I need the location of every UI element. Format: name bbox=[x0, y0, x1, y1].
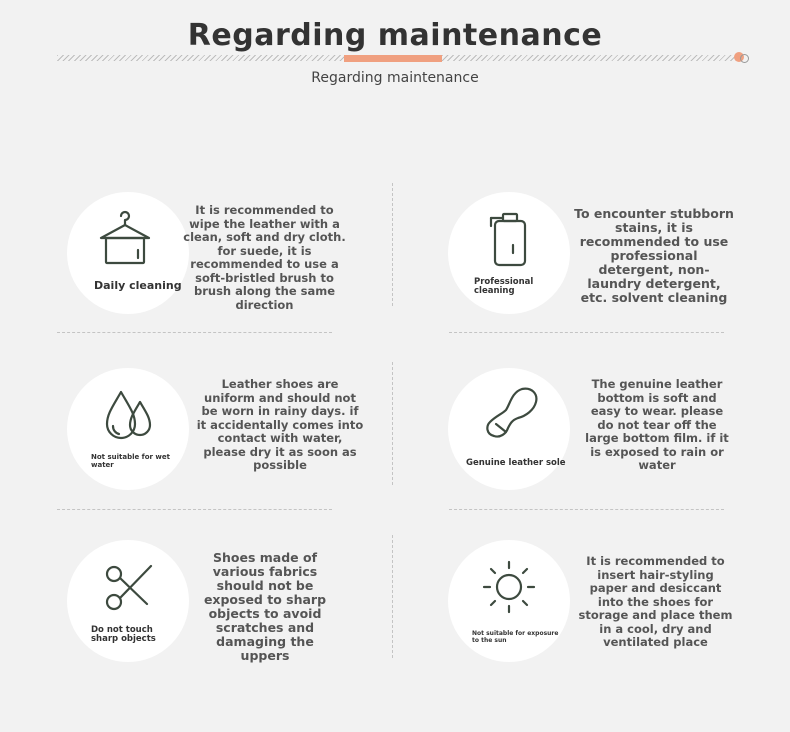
care-item-label: Genuine leather sole bbox=[466, 458, 566, 468]
care-item-label: Professional cleaning bbox=[474, 277, 534, 297]
care-item-label: Not suitable for exposure to the sun bbox=[472, 630, 559, 644]
care-item-no-water bbox=[67, 368, 189, 490]
scissors-icon bbox=[103, 560, 159, 616]
title-divider-accent bbox=[344, 55, 442, 62]
vertical-divider bbox=[392, 362, 393, 485]
care-item-no-sharp-objects bbox=[67, 540, 189, 662]
detergent-bottle-icon bbox=[488, 208, 528, 268]
care-item-label: Do not touch sharp objects bbox=[91, 625, 156, 645]
care-item-description: It is recommended to wipe the leather with a clean, soft and dry cloth. for suede, it is recommended to use a soft-bristled brush to brush along the same direction bbox=[183, 203, 346, 312]
care-item-leather-sole bbox=[448, 368, 570, 490]
care-item-description: To encounter stubborn stains, it is recommended to use professional detergent, non-laundry detergent, etc. solvent cleaning bbox=[574, 206, 734, 305]
horizontal-divider bbox=[57, 509, 332, 510]
care-item-no-sun bbox=[448, 540, 570, 662]
shoe-sole-icon bbox=[482, 384, 542, 444]
care-item-daily-cleaning bbox=[67, 192, 189, 314]
page-subtitle: Regarding maintenance bbox=[311, 70, 479, 86]
divider-ring bbox=[740, 54, 749, 63]
care-item-description: The genuine leather bottom is soft and easy to wear. please do not tear off the large bottom film. if it is exposed to rain or water bbox=[585, 377, 729, 472]
care-item-description: Leather shoes are uniform and should not be worn in rainy days. if it accidentally comes into contact with water, please dry it as soon as possible bbox=[196, 377, 364, 472]
hanger-icon bbox=[97, 210, 153, 266]
horizontal-divider bbox=[449, 509, 724, 510]
vertical-divider bbox=[392, 183, 393, 306]
care-item-description: It is recommended to insert hair-styling paper and desiccant into the shoes for storage and place them in a cool, dry and ventilated place bbox=[578, 554, 733, 649]
horizontal-divider bbox=[57, 332, 332, 333]
care-item-description: Shoes made of various fabrics should not be exposed to sharp objects to avoid scratches and damaging the uppers bbox=[203, 550, 327, 663]
page-title: Regarding maintenance bbox=[187, 18, 603, 53]
horizontal-divider bbox=[449, 332, 724, 333]
vertical-divider bbox=[392, 535, 393, 658]
care-item-professional-cleaning bbox=[448, 192, 570, 314]
care-item-label: Daily cleaning bbox=[94, 279, 182, 292]
sun-icon bbox=[480, 558, 538, 616]
care-item-label: Not suitable for wet water bbox=[91, 453, 170, 469]
water-drops-icon bbox=[103, 388, 155, 442]
